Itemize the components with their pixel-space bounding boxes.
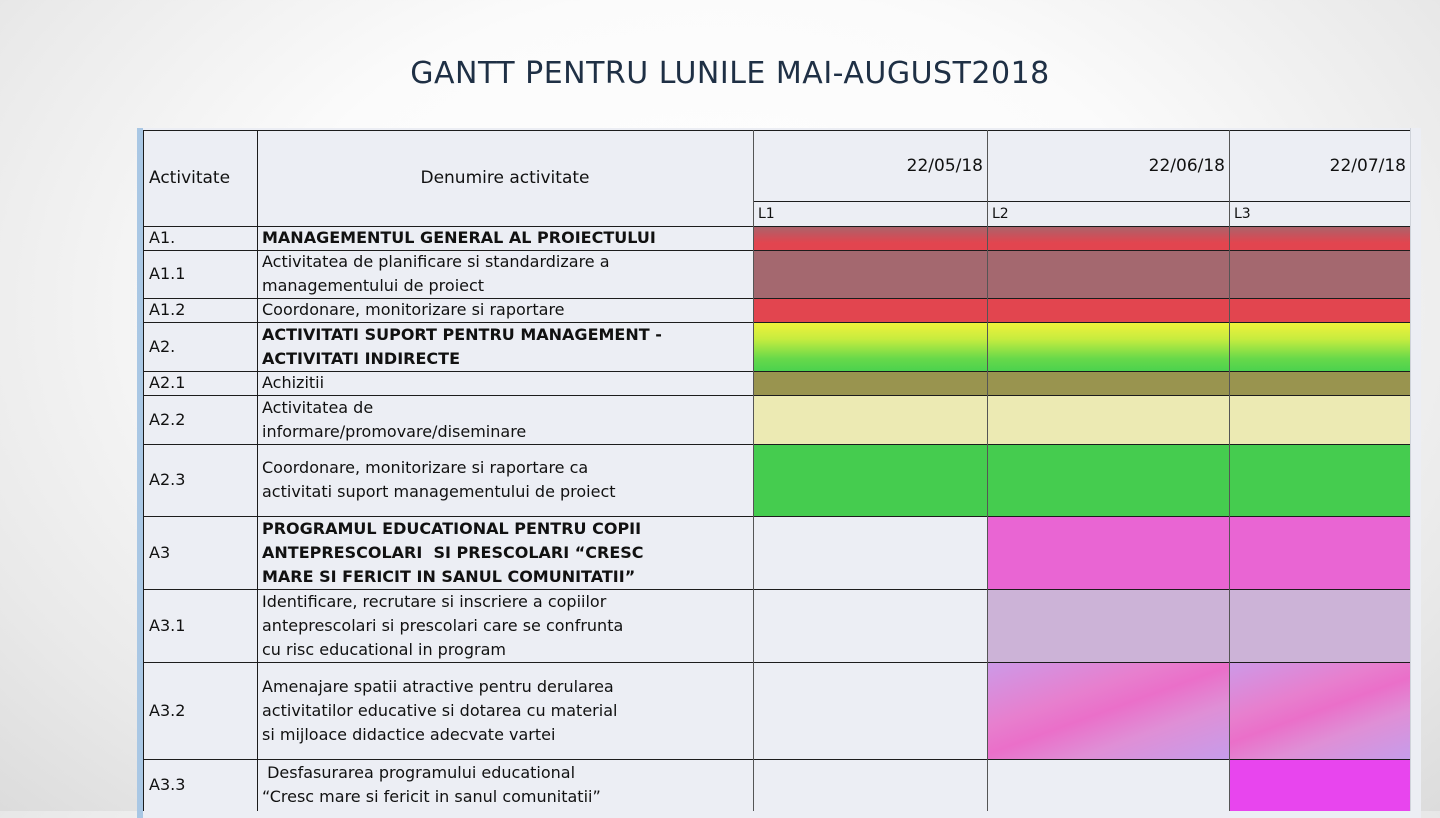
table-right-border — [1410, 128, 1411, 811]
activity-code: A2.3 — [149, 470, 186, 489]
gantt-bar — [753, 395, 987, 444]
gantt-bar — [1229, 250, 1410, 298]
activity-name-line: anteprescolari si prescolari care se confrunta — [262, 615, 624, 635]
gantt-bar — [987, 444, 1229, 516]
activity-code: A2.1 — [149, 373, 186, 392]
header-period-date: 22/07/18 — [1329, 155, 1406, 176]
table-line — [143, 662, 1410, 663]
activity-name — [257, 662, 753, 759]
activity-name-line: informare/promovare/diseminare — [262, 421, 527, 441]
gantt-bar — [1229, 322, 1410, 371]
activity-code: A3.1 — [149, 615, 186, 635]
header-period-label: L3 — [1234, 205, 1251, 222]
table-line — [143, 322, 1410, 323]
activity-code: A2.2 — [149, 409, 186, 429]
gantt-bar — [753, 371, 987, 395]
activity-name-line: Activitatea de planificare si standardizare a — [262, 252, 610, 271]
activity-name — [257, 589, 753, 662]
activity-name-line: MANAGEMENTUL GENERAL AL PROIECTULUI — [262, 228, 656, 247]
table-line — [753, 201, 1410, 202]
gantt-bar — [753, 226, 987, 250]
page-title: GANTT PENTRU LUNILE MAI-AUGUST2018 — [410, 56, 1050, 91]
activity-code: A1. — [149, 228, 176, 247]
gantt-bar — [987, 589, 1229, 662]
table-line — [143, 298, 1410, 299]
gantt-bar — [987, 250, 1229, 298]
gantt-bar — [987, 516, 1229, 589]
activity-name-line: ACTIVITATI SUPORT PENTRU MANAGEMENT - — [262, 324, 662, 344]
activity-name-line: Coordonare, monitorizare si raportare — [262, 300, 565, 319]
activity-name-line: Achizitii — [262, 373, 325, 392]
activity-name — [257, 250, 753, 298]
table-line — [143, 395, 1410, 396]
table-line — [143, 130, 144, 811]
activity-name — [257, 516, 753, 589]
activity-code: A3.2 — [149, 700, 186, 720]
table-line — [143, 589, 1410, 590]
activity-name-line: si mijloace didactice adecvate vartei — [262, 724, 556, 744]
table-line — [143, 226, 1410, 227]
header-period-date: 22/05/18 — [906, 155, 983, 176]
activity-code: A1.1 — [149, 264, 186, 283]
gantt-bar — [1229, 662, 1410, 759]
activity-name-line: ACTIVITATI INDIRECTE — [262, 348, 460, 368]
activity-name — [257, 371, 753, 395]
activity-name-line: activitatilor educative si dotarea cu material — [262, 700, 618, 720]
activity-name — [257, 298, 753, 322]
gantt-bar — [1229, 298, 1410, 322]
activity-name-line: activitati suport managementului de proiect — [262, 482, 616, 501]
activity-name — [257, 226, 753, 250]
gantt-bar — [1229, 759, 1410, 811]
table-line — [143, 371, 1410, 372]
table-line — [143, 130, 1410, 131]
activity-name — [257, 444, 753, 516]
header-period-label: L1 — [758, 205, 775, 222]
activity-name-line: Coordonare, monitorizare si raportare ca — [262, 458, 589, 477]
gantt-bar — [987, 662, 1229, 759]
gantt-bar — [753, 444, 987, 516]
gantt-bar — [1229, 371, 1410, 395]
activity-name — [257, 759, 753, 811]
activity-code: A3.3 — [149, 775, 186, 794]
activity-name — [257, 322, 753, 371]
table-line — [753, 130, 754, 811]
table-line — [143, 759, 1410, 760]
activity-code: A3 — [149, 542, 171, 562]
gantt-bar — [987, 298, 1229, 322]
header-period-label: L2 — [992, 205, 1009, 222]
table-line — [257, 130, 258, 811]
gantt-bar — [753, 250, 987, 298]
gantt-bar — [1229, 395, 1410, 444]
header-activity-name: Denumire activitate — [420, 168, 590, 188]
gantt-bar — [1229, 444, 1410, 516]
gantt-bar — [753, 298, 987, 322]
header-period-date: 22/06/18 — [1148, 155, 1225, 176]
activity-name-line: “Cresc mare si fericit in sanul comunitatii” — [262, 787, 601, 806]
gantt-bar — [1229, 589, 1410, 662]
activity-code: A2. — [149, 336, 176, 356]
activity-name-line: MARE SI FERICIT IN SANUL COMUNITATII” — [262, 566, 636, 586]
activity-name — [257, 395, 753, 444]
table-line — [143, 516, 1410, 517]
activity-name-line: managementului de proiect — [262, 276, 485, 295]
activity-name-line: Desfasurarea programului educational — [262, 763, 576, 782]
table-line — [143, 250, 1410, 251]
activity-name-line: cu risc educational in program — [262, 639, 506, 659]
table-line — [1229, 130, 1230, 811]
activity-name-line: Amenajare spatii atractive pentru derularea — [262, 676, 614, 696]
table-line — [987, 130, 988, 811]
gantt-bar — [1229, 516, 1410, 589]
activity-name-line: PROGRAMUL EDUCATIONAL PENTRU COPII — [262, 518, 642, 538]
gantt-bar — [987, 395, 1229, 444]
activity-code: A1.2 — [149, 300, 186, 319]
activity-name-line: Identificare, recrutare si inscriere a copiilor — [262, 591, 607, 611]
gantt-bar — [987, 322, 1229, 371]
gantt-bar — [987, 226, 1229, 250]
activity-name-line: ANTEPRESCOLARI SI PRESCOLARI “CRESC — [262, 542, 644, 562]
activity-name-line: Activitatea de — [262, 397, 374, 417]
gantt-bar — [987, 371, 1229, 395]
gantt-bar — [753, 322, 987, 371]
header-activity: Activitate — [149, 168, 231, 188]
gantt-bar — [1229, 226, 1410, 250]
table-line — [143, 444, 1410, 445]
